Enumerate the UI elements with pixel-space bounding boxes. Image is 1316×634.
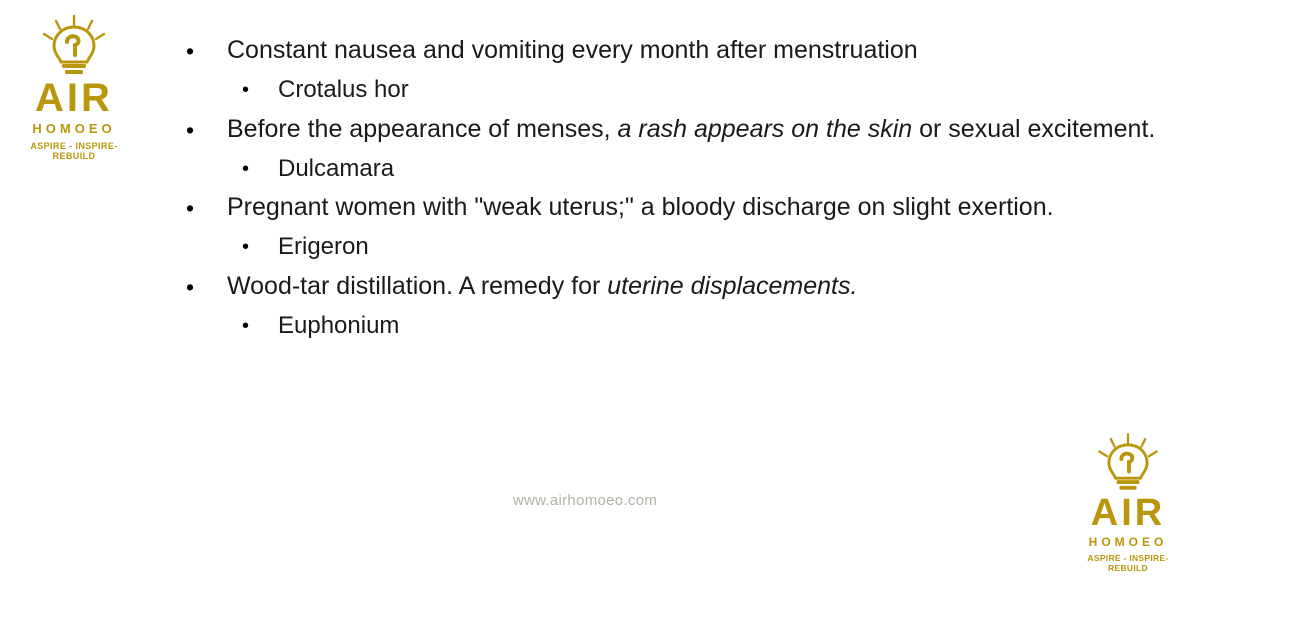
plain-text: Pregnant women with "weak uterus;" a bloody discharge on slight exertion. xyxy=(227,193,1054,222)
lightbulb-idea-icon xyxy=(1085,432,1171,492)
bullet-text xyxy=(278,310,1246,342)
bullet-marker-icon: • xyxy=(242,79,250,101)
bullet-text xyxy=(278,74,1246,106)
bullet-text xyxy=(278,231,1246,263)
bullet-item xyxy=(186,231,1246,263)
bullet-marker-icon: • xyxy=(186,116,195,143)
bullet-text xyxy=(227,34,1246,67)
lightbulb-idea-icon xyxy=(29,14,119,76)
bullet-text xyxy=(278,153,1246,185)
plain-text: Crotalus hor xyxy=(278,76,409,103)
bullet-item xyxy=(186,191,1246,224)
bullet-item xyxy=(186,310,1246,342)
bullet-marker-icon: • xyxy=(242,315,250,338)
brand-tagline: ASPIRE - INSPIRE- REBUILD xyxy=(30,141,118,161)
plain-text: Wood-tar distillation. A remedy for xyxy=(227,272,608,301)
brand-subtitle: HOMOEO xyxy=(1088,535,1168,549)
website-watermark: www.airhomoeo.com xyxy=(512,492,658,509)
bullet-item xyxy=(186,113,1246,146)
brand-subtitle: HOMOEO xyxy=(32,121,116,136)
bullet-marker-icon: • xyxy=(186,38,195,64)
bullet-marker-icon: • xyxy=(186,274,195,301)
plain-text: Constant nausea and vomiting every month after menstruation xyxy=(227,36,918,64)
bullet-item xyxy=(186,153,1246,185)
brand-tagline: ASPIRE - INSPIRE- REBUILD xyxy=(1087,553,1169,573)
plain-text: or sexual excitement. xyxy=(912,114,1156,143)
bullet-text xyxy=(227,191,1246,224)
bullet-text xyxy=(227,270,1246,303)
slide-content xyxy=(186,34,1246,349)
plain-text: Before the appearance of menses, xyxy=(227,114,618,143)
bullet-item xyxy=(186,74,1246,106)
bullet-item xyxy=(186,34,1246,67)
plain-text: Dulcamara xyxy=(278,154,395,182)
bullet-item xyxy=(186,270,1246,303)
brand-name: AIR xyxy=(35,76,113,120)
brand-logo-top-left xyxy=(18,14,130,164)
plain-text: Erigeron xyxy=(278,233,369,261)
bullet-marker-icon: • xyxy=(186,195,195,222)
bullet-text xyxy=(227,113,1246,146)
plain-text: Euphonium xyxy=(278,312,400,340)
emphasis-text: uterine displacements. xyxy=(607,272,858,301)
brand-name: AIR xyxy=(1090,492,1166,534)
bullet-marker-icon: • xyxy=(242,236,250,259)
emphasis-text: a rash appears on the skin xyxy=(617,114,913,143)
brand-logo-bottom-right xyxy=(1068,432,1188,582)
bullet-marker-icon: • xyxy=(242,157,250,180)
